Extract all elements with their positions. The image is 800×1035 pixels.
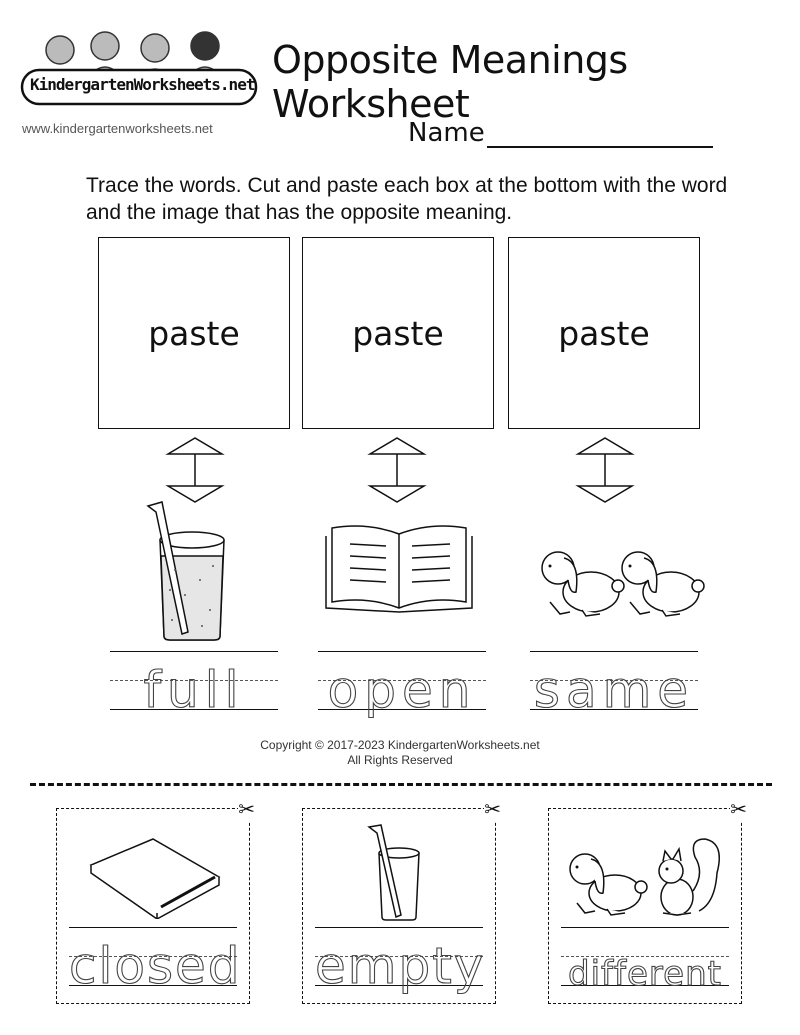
paste-label: paste [352, 313, 444, 353]
glass-empty-icon [365, 823, 427, 923]
trace-lines [561, 927, 729, 994]
instructions: Trace the words. Cut and paste each box at the bottom with the word and the image that has the opposite meaning. [86, 174, 728, 224]
page-title: Opposite Meanings Worksheet [272, 38, 628, 126]
trace-lines [530, 651, 698, 719]
trace-lines [69, 927, 242, 995]
logo-text: KindergartenWorksheets.net [30, 75, 255, 94]
trace-word: different [568, 954, 722, 994]
copyright-line: Copyright © 2017-2023 KindergartenWorksheets.net [260, 738, 540, 752]
scissors-icon: ✂ [730, 799, 747, 821]
trace-lines [110, 651, 278, 719]
double-arrow-icon [160, 436, 230, 504]
book-open-icon [322, 522, 476, 614]
scissors-icon: ✂ [238, 799, 255, 821]
double-arrow-icon [362, 436, 432, 504]
cut-line [30, 783, 772, 786]
book-closed-icon [87, 837, 223, 919]
paste-label: paste [558, 313, 650, 353]
scissors-icon: ✂ [484, 799, 501, 821]
paste-box-2[interactable] [302, 237, 494, 429]
paste-box-1[interactable] [98, 237, 290, 429]
trace-word: closed [69, 937, 242, 995]
name-label: Name [408, 118, 485, 148]
two-rabbits-icon [536, 540, 706, 620]
kids-logo-icon [20, 22, 260, 112]
name-field [408, 118, 713, 148]
cut-card-closed[interactable] [56, 799, 255, 1004]
cut-card-different[interactable] [548, 799, 747, 1004]
site-logo [20, 22, 260, 112]
name-line [487, 122, 713, 148]
trace-word: empty [315, 937, 486, 995]
double-arrow-icon [570, 436, 640, 504]
paste-label: paste [148, 313, 240, 353]
rights-line: All Rights Reserved [347, 753, 453, 767]
trace-word: open [327, 661, 477, 719]
trace-lines [318, 651, 486, 719]
trace-word: same [533, 661, 695, 719]
trace-lines [315, 927, 486, 995]
trace-word: full [143, 661, 245, 719]
paste-box-3[interactable] [508, 237, 700, 429]
cut-card-empty[interactable] [302, 799, 501, 1004]
glass-full-icon [140, 500, 240, 642]
copyright [0, 738, 800, 768]
site-url: www.kindergartenworksheets.net [22, 121, 213, 136]
rabbit-squirrel-icon [565, 833, 735, 923]
